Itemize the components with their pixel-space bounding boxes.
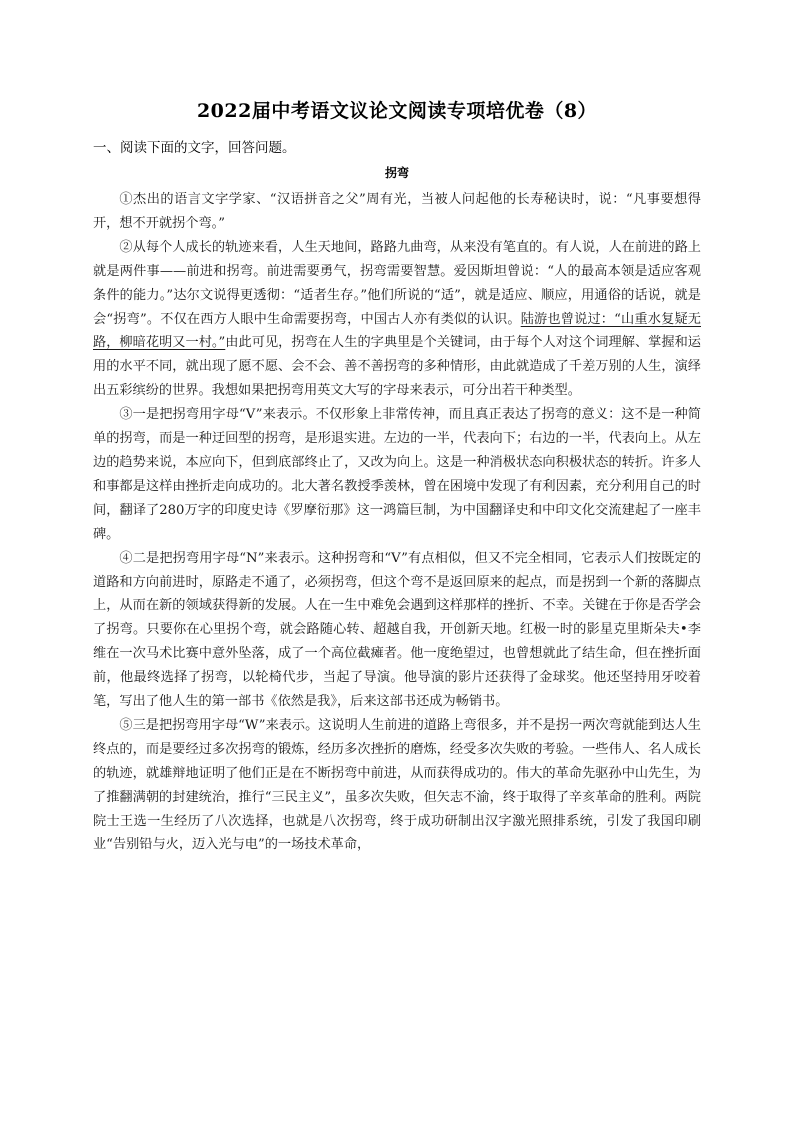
underlined-quote: 陆游也曾说过：“山重水复疑无路，柳暗花明又一村。”: [93, 311, 701, 351]
paragraph-1: ①杰出的语言文字学家、“汉语拼音之父”周有光，当被人问起他的长寿秘诀时，说：“凡事要想得开，想不开就拐个弯。”: [93, 192, 701, 231]
paragraph-2-part-2: 由此可见，拐弯在人生的字典里是个关键词，由于每个人对这个词理解、掌握和运用的水平不同，就出现了愿不愿、会不会、善不善拐弯的多种情形，由此就造成了千差万别的人生，演绎出五彩缤纷的世界。我想如果把拐弯用英文大写的字母来表示，可分出若干种类型。: [93, 335, 701, 399]
document-title: 2022届中考语文议论文阅读专项培优卷（8）: [196, 100, 598, 122]
section-instruction: 一、阅读下面的文字，回答问题。: [93, 140, 296, 156]
paragraph-3: ③一是把拐弯用字母“V”来表示。不仅形象上非常传神，而且真正表达了拐弯的意义：这不是一种简单的拐弯，而是一种迂回型的拐弯，是形退实进。左边的一半，代表向下；右边的一半，代表向上。从左边的趋势来说，本应向下，但到底部终止了，又改为向上。这是一种消极状态向积极状态的转折。许多人和事都是这样由挫折走向成功的。北大著名教授季羡林，曾在困境中发现了有利因素，充分利用自己的时间，翻译了280万字的印度史诗《罗摩衍那》这一鸿篇巨制，为中国翻译史和中印文化交流建起了一座丰碑。: [93, 407, 701, 542]
essay-title: 拐弯: [384, 166, 409, 180]
paragraph-2-part-1: ②从每个人成长的轨迹来看，人生天地间，路路九曲弯，从来没有笔直的。有人说，人在前进的路上就是两件事——前进和拐弯。前进需要勇气，拐弯需要智慧。爱因斯坦曾说：“人的最高本领是适应客观条件的能力。”达尔文说得更透彻：“适者生存。”他们所说的“适”，就是适应、顺应，用通俗的话说，就是会“拐弯”。不仅在西方人眼中生命需要拐弯，中国古人亦有类似的认识。: [93, 239, 701, 327]
paragraph-2: [93, 236, 701, 403]
paragraph-5: ⑤三是把拐弯用字母“W”来表示。这说明人生前进的道路上弯很多，并不是拐一两次弯就能到达人生终点的，而是要经过多次拐弯的锻炼，经历多次挫折的磨炼，经受多次失败的考验。一些伟人、名人成长的轨迹，就雄辩地证明了他们正是在不断拐弯中前进，从而获得成功的。伟大的革命先驱孙中山先生，为了推翻满朝的封建统治，推行“三民主义”，虽多次失败，但矢志不渝，终于取得了辛亥革命的胜利。两院院士王选一生经历了八次选择，也就是八次拐弯，终于成功研制出汉字激光照排系统，引发了我国印刷业“告别铅与火，迈入光与电”的一场技术革命，: [93, 717, 701, 853]
paragraph-4: ④二是把拐弯用字母“N”来表示。这种拐弯和“V”有点相似，但又不完全相同，它表示人们按既定的道路和方向前进时，原路走不通了，必须拐弯，但这个弯不是返回原来的起点，而是拐到一个新的落脚点上，从而在新的领域获得新的发展。人在一生中难免会遇到这样那样的挫折、不幸。关键在于你是否学会了拐弯。只要你在心里拐个弯，就会路随心转、超越自我，开创新天地。红极一时的影星克里斯朵夫•李维在一次马术比赛中意外坠落，成了一个高位截瘫者。他一度绝望过，也曾想就此了结生命，但在挫折面前，他最终选择了拐弯，以轮椅代步，当起了导演。他导演的影片还获得了金球奖。他还坚持用牙咬着笔，写出了他人生的第一部书《依然是我》，后来这部书还成为畅销书。: [93, 550, 701, 710]
essay-body: [93, 188, 701, 857]
